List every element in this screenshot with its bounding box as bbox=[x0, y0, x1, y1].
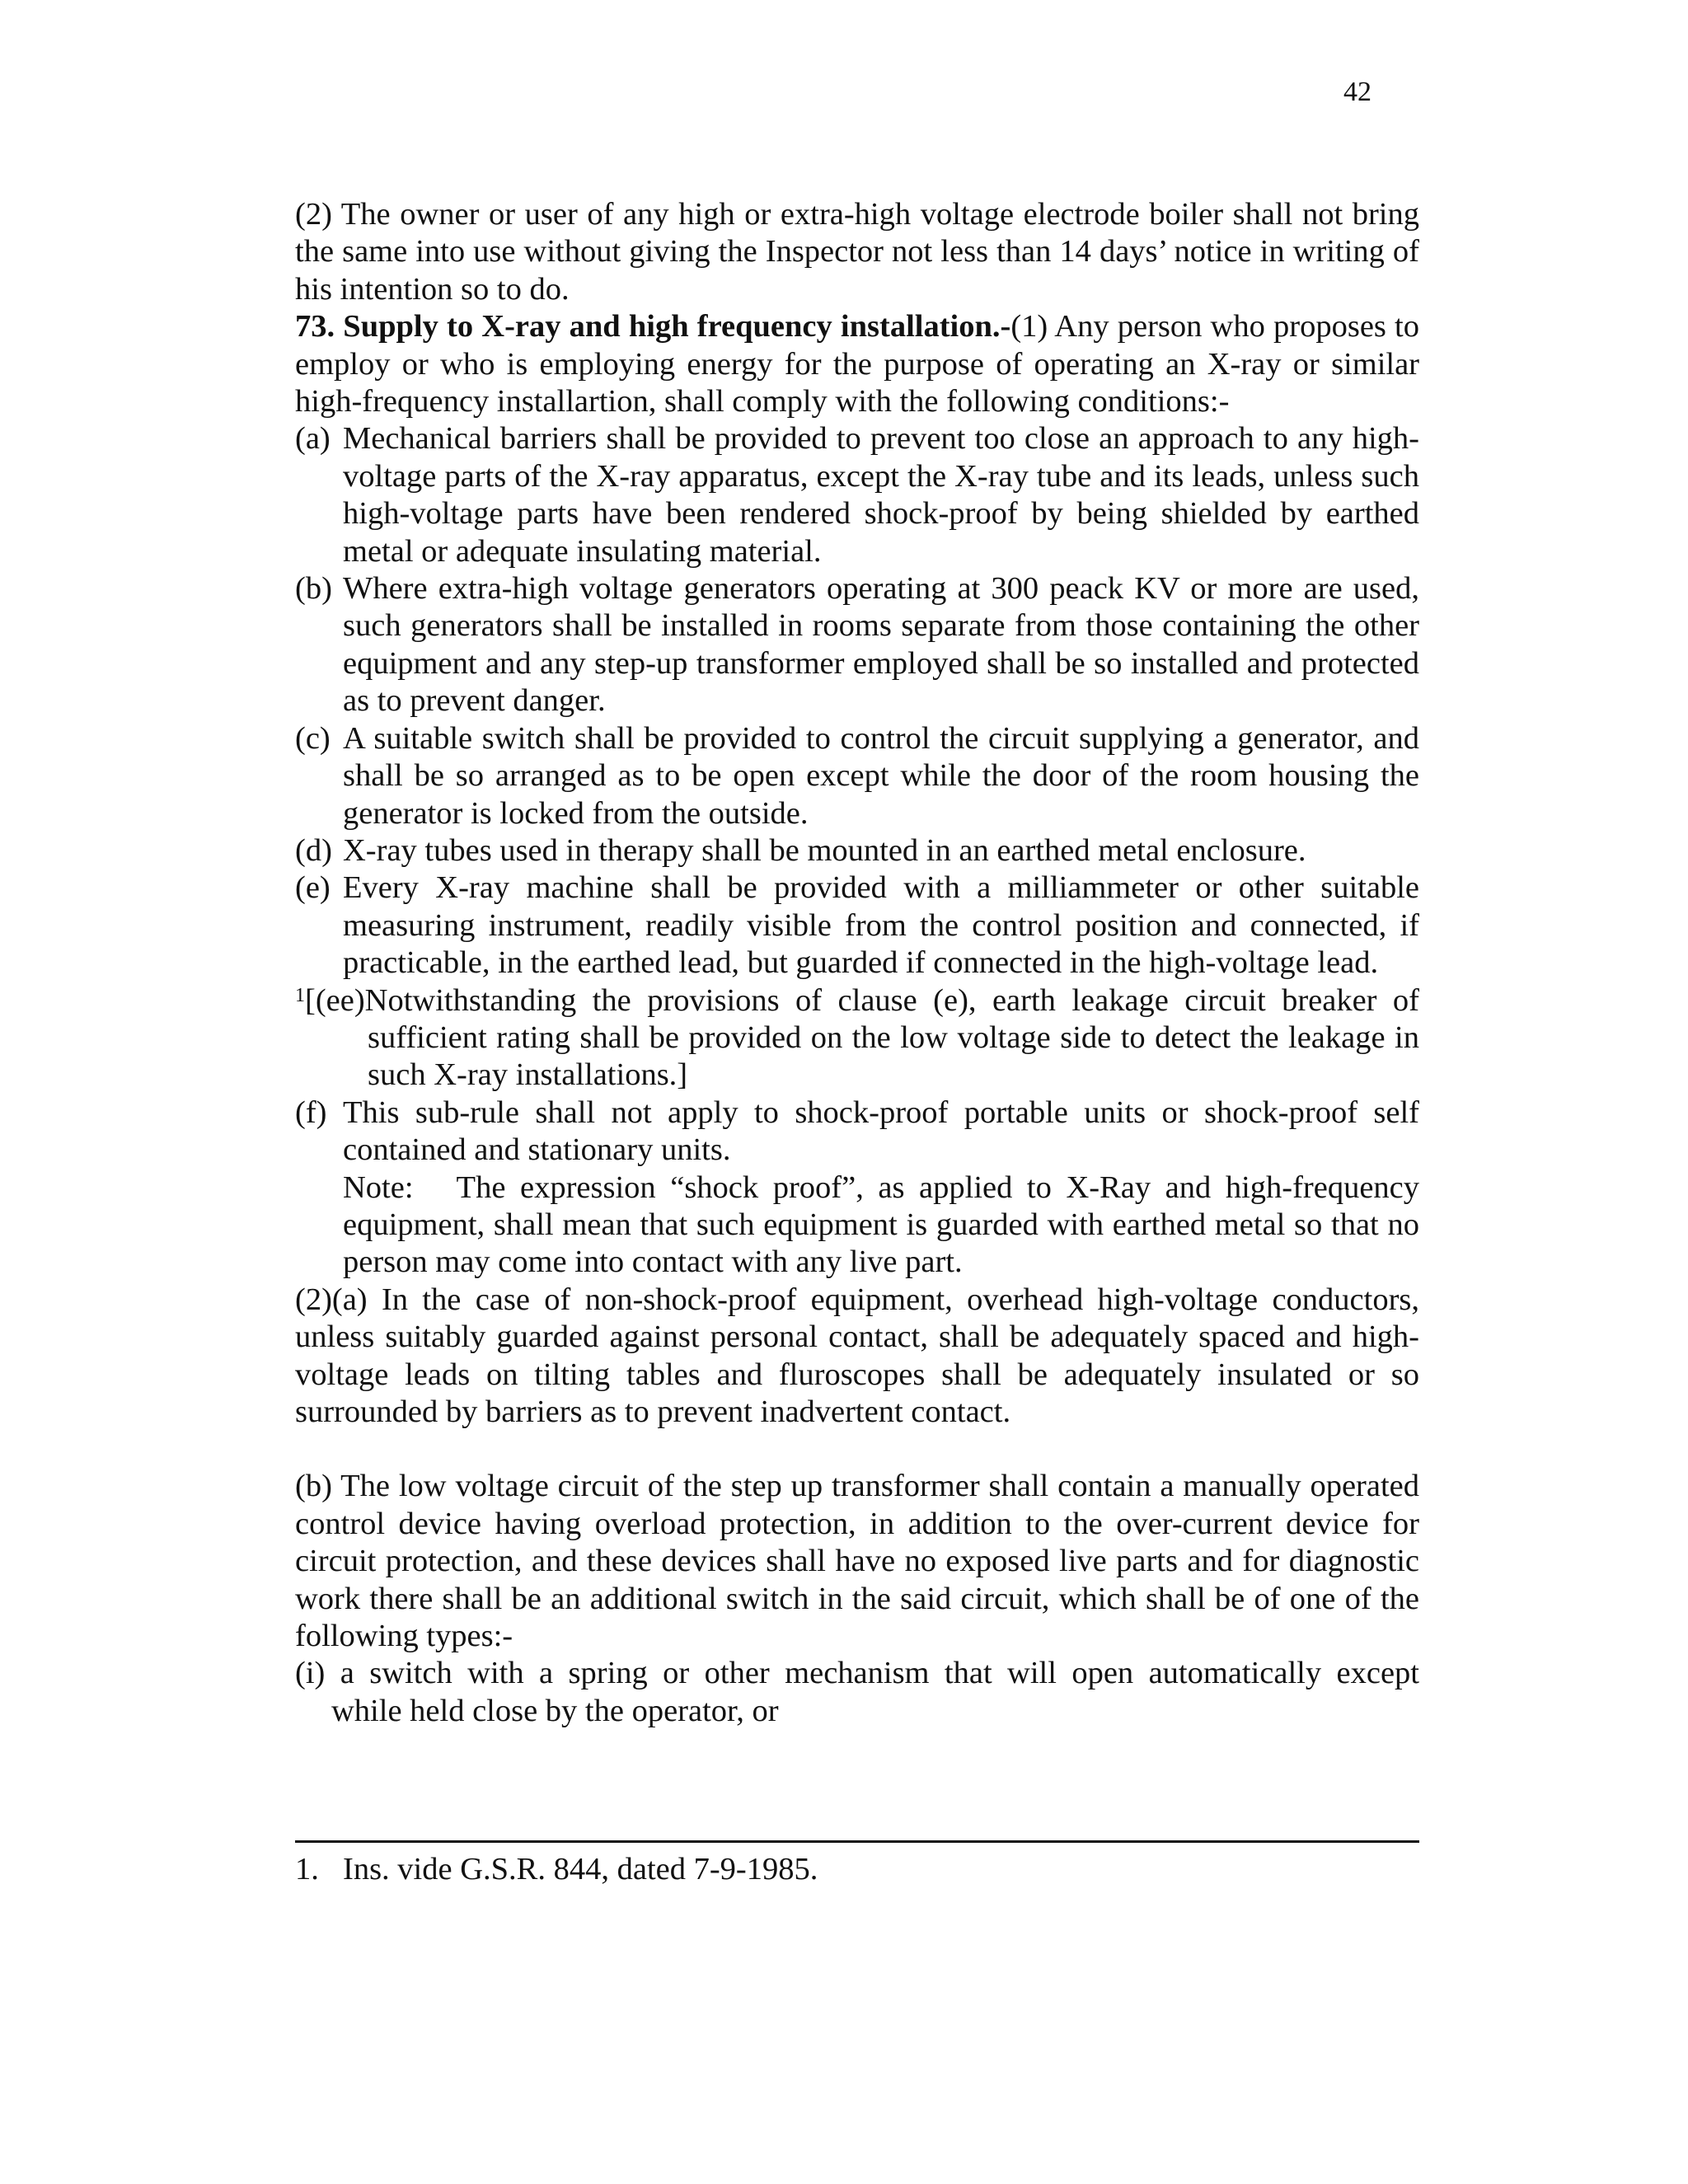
condition-c bbox=[295, 720, 1419, 832]
footnote-text: Ins. vide G.S.R. 844, dated 7-9-1985. bbox=[343, 1852, 818, 1886]
condition-d bbox=[295, 832, 1419, 869]
footnote-reference: 1 bbox=[295, 984, 305, 1006]
condition-label: (d) bbox=[295, 832, 332, 868]
paragraph-gap bbox=[295, 1431, 1419, 1468]
condition-text: A suitable switch shall be provided to control the circuit supplying a generator, and shall be so arranged as to be open except while the door of the room housing the generator is locked from the outside. bbox=[343, 720, 1419, 831]
rule-73 bbox=[295, 308, 1419, 420]
item-i bbox=[295, 1655, 1419, 1730]
paragraph-2a: (2)(a) In the case of non-shock-proof equipment, overhead high-voltage conductors, unless suitably guarded against personal contact, shall be adequately spaced and high-voltage leads on tilting tables and fluroscopes shall be adequately insulated or so surrounded by barriers as to prevent inadvertent contact. bbox=[295, 1282, 1419, 1429]
condition-text: X-ray tubes used in therapy shall be mounted in an earthed metal enclosure. bbox=[343, 832, 1306, 868]
rule-73-text: (1) Any person who proposes to employ or who is employing energy for the purpose of operating an X-ray or similar high-frequency installartion, shall comply with the following conditions:- bbox=[295, 309, 1419, 419]
rule-73-heading: 73. Supply to X-ray and high frequency installation.- bbox=[295, 309, 1011, 344]
clause-ee bbox=[295, 982, 1419, 1094]
clause-ee-first-line bbox=[295, 982, 1419, 1019]
footnote-label: 1. bbox=[295, 1852, 319, 1886]
item-i-text: while held close by the operator, or bbox=[331, 1693, 779, 1728]
condition-label: (b) bbox=[295, 571, 332, 607]
paragraph-2: (2) The owner or user of any high or extra-high voltage electrode boiler shall not bring the same into use without giving the Inspector not less than 14 days’ notice in writing of his intention so to do. bbox=[295, 197, 1419, 307]
note: Note: The expression “shock proof”, as applied to X-Ray and high-frequency equipment, shall mean that such equipment is guarded with earthed metal so that no person may come into contact with any live part. bbox=[343, 1169, 1419, 1280]
condition-label: (e) bbox=[295, 870, 331, 906]
condition-label: (f) bbox=[295, 1094, 327, 1130]
condition-label: (c) bbox=[295, 720, 331, 756]
condition-text: This sub-rule shall not apply to shock-proof portable units or shock-proof self contained and stationary units. bbox=[343, 1094, 1419, 1168]
clause-ee-first-text: [(ee)Notwithstanding the provisions of clause (e), earth leakage circuit breaker of bbox=[305, 982, 1419, 1018]
item-i-first-line: (i) a switch with a spring or other mechanism that will open automatically except bbox=[295, 1656, 1419, 1691]
condition-e bbox=[295, 869, 1419, 982]
condition-b bbox=[295, 570, 1419, 720]
condition-a bbox=[295, 420, 1419, 570]
paragraph-b: (b) The low voltage circuit of the step up transformer shall contain a manually operated control device having overload protection, in addition to the over-current device for circuit protection, and these devices shall have no exposed live parts and for diagnostic work there shall be an additional switch in the said circuit, which shall be of one of the following types:- bbox=[295, 1469, 1419, 1654]
condition-text: Mechanical barriers shall be provided to prevent too close an approach to any high-voltage parts of the X-ray apparatus, except the X-ray tube and its leads, unless such high-voltage parts have been rendered shock-proof by being shielded by earthed metal or adequate insulating material. bbox=[343, 421, 1419, 569]
clause-ee-text: sufficient rating shall be provided on the low voltage side to detect the leakage in such X-ray installations.] bbox=[368, 1019, 1419, 1093]
condition-f bbox=[295, 1094, 1419, 1169]
condition-label: (a) bbox=[295, 421, 331, 457]
document-body bbox=[295, 196, 1419, 1730]
page-number: 42 bbox=[1343, 77, 1372, 107]
footnote-divider bbox=[295, 1840, 1419, 1843]
condition-text: Where extra-high voltage generators operating at 300 peack KV or more are used, such generators shall be installed in rooms separate from those containing the other equipment and any step-up transformer employed shall be so installed and protected as to prevent danger. bbox=[343, 571, 1419, 719]
footnote bbox=[295, 1851, 818, 1888]
condition-text: Every X-ray machine shall be provided with a milliammeter or other suitable measuring instrument, readily visible from the control position and connected, if practicable, in the earthed lead, but guarded if connected in the high-voltage lead. bbox=[343, 870, 1419, 981]
